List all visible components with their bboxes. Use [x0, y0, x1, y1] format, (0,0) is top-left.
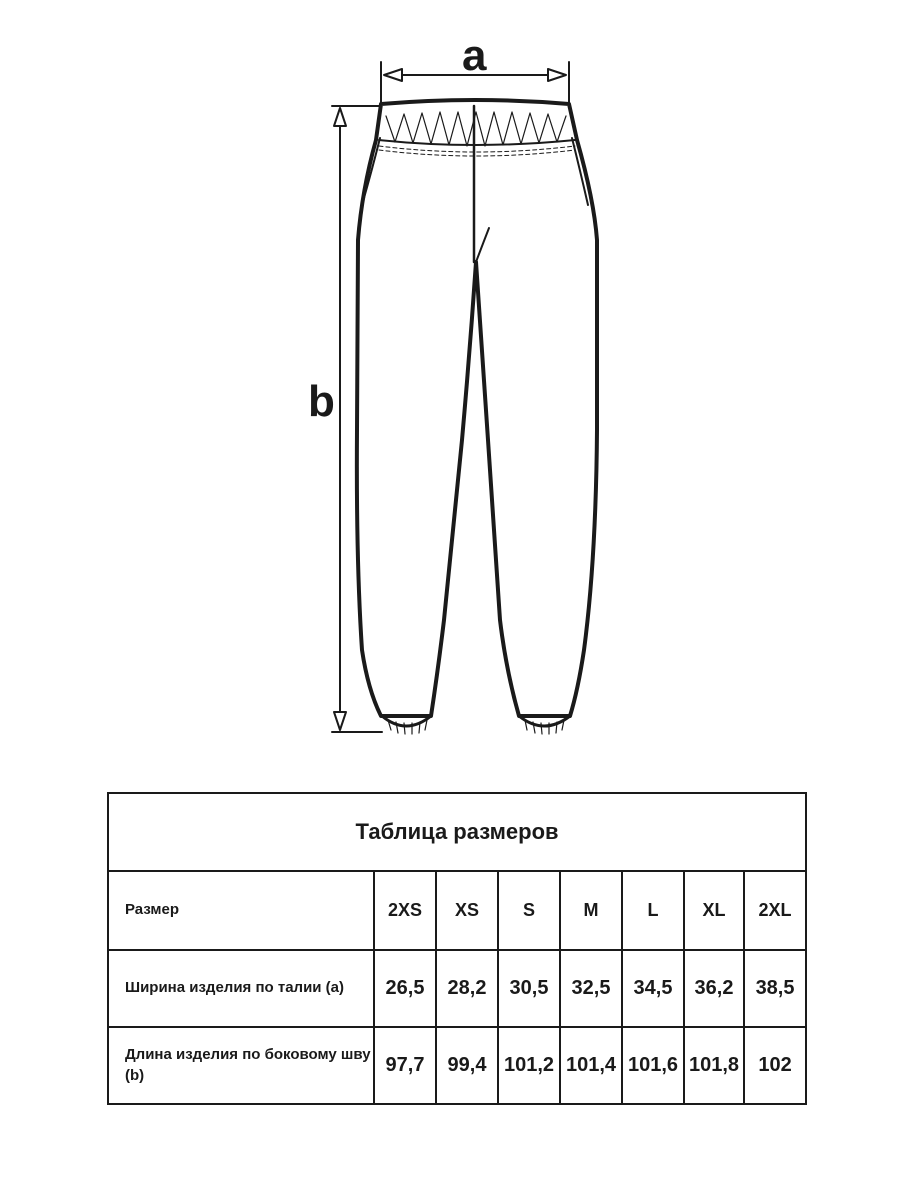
length-label: b: [308, 377, 335, 426]
table-cell: 34,5: [622, 950, 684, 1027]
size-m: M: [560, 871, 622, 950]
size-s: S: [498, 871, 560, 950]
table-cell: 101,6: [622, 1027, 684, 1104]
size-2xs: 2XS: [374, 871, 436, 950]
table-cell: 101,2: [498, 1027, 560, 1104]
table-row: [108, 1027, 806, 1104]
pants-outline: [357, 100, 597, 716]
table-cell: 26,5: [374, 950, 436, 1027]
size-l: L: [622, 871, 684, 950]
table-cell: 30,5: [498, 950, 560, 1027]
waist-width-label: Ширина изделия по талии (a): [108, 950, 374, 1027]
size-xs: XS: [436, 871, 498, 950]
table-cell: 101,4: [560, 1027, 622, 1104]
table-row: [108, 950, 806, 1027]
table-cell: 36,2: [684, 950, 744, 1027]
table-cell: 38,5: [744, 950, 806, 1027]
table-cell: 102: [744, 1027, 806, 1104]
size-table: [107, 792, 807, 1105]
width-label: a: [462, 31, 487, 80]
size-header-row: [108, 871, 806, 950]
table-cell: 32,5: [560, 950, 622, 1027]
table-cell: 97,7: [374, 1027, 436, 1104]
title-row: [108, 793, 806, 871]
table-cell: 99,4: [436, 1027, 498, 1104]
side-seam-length-label: Длина изделия по боковому шву (b): [108, 1027, 374, 1104]
table-cell: 101,8: [684, 1027, 744, 1104]
size-2xl: 2XL: [744, 871, 806, 950]
size-header-label: Размер: [108, 871, 374, 950]
table-title: Таблица размеров: [108, 793, 806, 871]
table-cell: 28,2: [436, 950, 498, 1027]
size-xl: XL: [684, 871, 744, 950]
